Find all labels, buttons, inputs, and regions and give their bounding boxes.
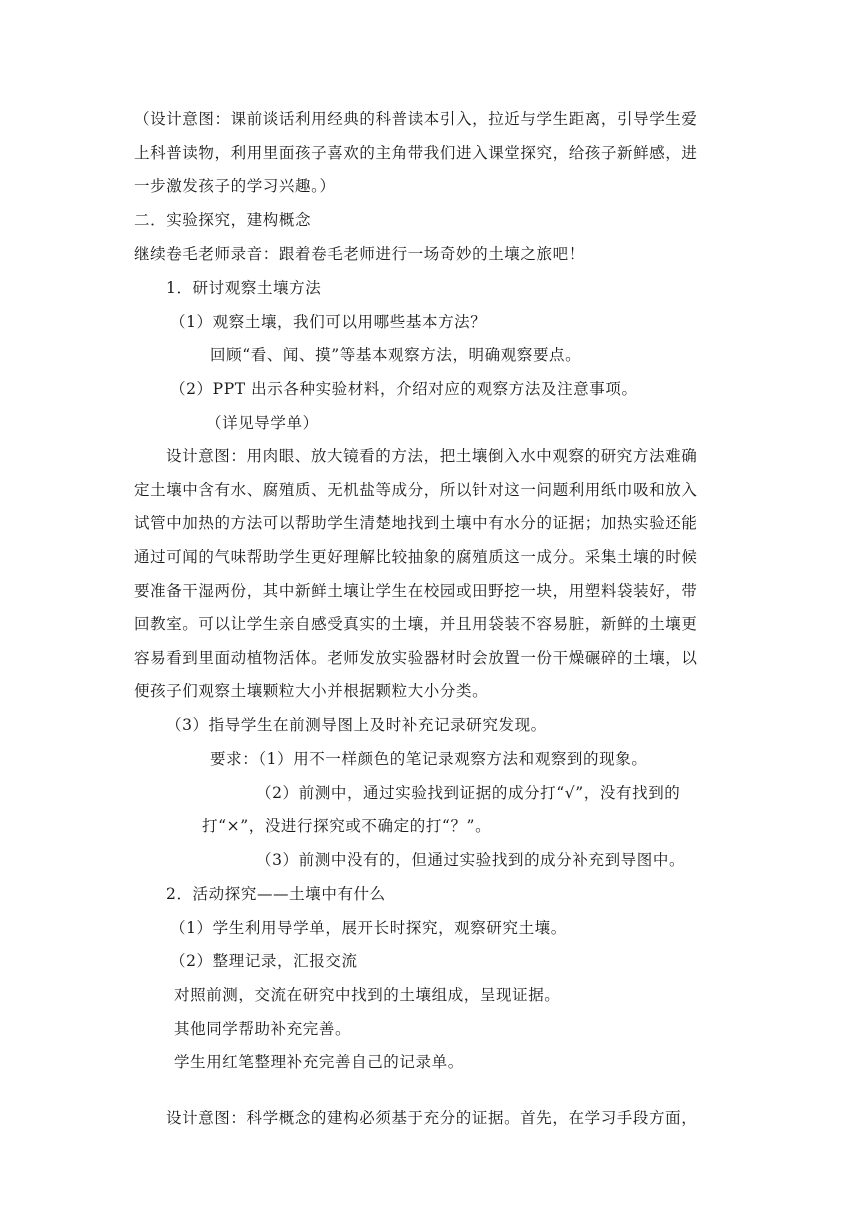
paragraph-design-intent-2-line-4: 通过可闻的气味帮助学生更好理解比较抽象的腐殖质这一成分。采集土壤的时候 bbox=[134, 548, 698, 566]
requirement-3: （3）前测中没有的，但通过实验找到的成分补充到导图中。 bbox=[256, 851, 686, 869]
paragraph-design-intent-2-line-2: 定土壤中含有水、腐殖质、无机盐等成分，所以针对这一问题利用纸巾吸和放入 bbox=[134, 481, 698, 499]
recording-line: 继续卷毛老师录音：跟着卷毛老师进行一场奇妙的土壤之旅吧！ bbox=[134, 245, 585, 263]
requirement-2-line-1: （2）前测中，通过实验找到证据的成分打“√”，没有找到的 bbox=[256, 784, 681, 802]
item-2-2-detail-1: 对照前测，交流在研究中找到的土壤组成，呈现证据。 bbox=[174, 986, 561, 1004]
item-2-2: （2）整理记录，汇报交流 bbox=[170, 952, 358, 970]
item-1-2-note: （详见导学单） bbox=[206, 414, 319, 432]
requirement-2-line-2: 打“×”，没进行探究或不确定的打“？”。 bbox=[202, 817, 492, 835]
subheading-2: 2．活动探究——土壤中有什么 bbox=[166, 885, 386, 903]
paragraph-design-intent-3-line-1: 设计意图：科学概念的建构必须基于充分的证据。首先，在学习手段方面， bbox=[166, 1109, 698, 1127]
item-1-1-detail: 回顾“看、闻、摸”等基本观察方法，明确观察要点。 bbox=[210, 346, 582, 364]
item-1-1: （1）观察土壤，我们可以用哪些基本方法？ bbox=[170, 313, 487, 331]
subheading-1: 1．研讨观察土壤方法 bbox=[166, 279, 322, 297]
item-1-3: （3）指导学生在前测导图上及时补充记录研究发现。 bbox=[166, 716, 547, 734]
item-2-2-detail-3: 学生用红笔整理补充完善自己的记录单。 bbox=[174, 1053, 464, 1071]
paragraph-design-intent-2-line-5: 要准备干湿两份，其中新鲜土壤让学生在校园或田野挖一块，用塑料袋装好，带 bbox=[134, 582, 698, 600]
item-2-1: （1）学生利用导学单，展开长时探究，观察研究土壤。 bbox=[170, 919, 567, 937]
paragraph-design-intent-1-line-2: 上科普读物，利用里面孩子喜欢的主角带我们进入课堂探究，给孩子新鲜感，进 bbox=[134, 144, 698, 162]
paragraph-design-intent-2-line-8: 便孩子们观察土壤颗粒大小并根据颗粒大小分类。 bbox=[134, 682, 489, 700]
paragraph-design-intent-1-line-3: 一步激发孩子的学习兴趣。） bbox=[134, 177, 336, 195]
section-heading-2: 二．实验探究，建构概念 bbox=[134, 211, 312, 229]
paragraph-design-intent-2-line-1: 设计意图：用肉眼、放大镜看的方法，把土壤倒入水中观察的研究方法难确 bbox=[166, 447, 698, 465]
paragraph-design-intent-2-line-6: 回教室。可以让学生亲自感受真实的土壤，并且用袋装不容易脏，新鲜的土壤更 bbox=[134, 615, 698, 633]
item-1-2: （2）PPT 出示各种实验材料，介绍对应的观察方法及注意事项。 bbox=[170, 380, 638, 398]
paragraph-design-intent-2-line-3: 试管中加热的方法可以帮助学生清楚地找到土壤中有水分的证据；加热实验还能 bbox=[134, 514, 698, 532]
paragraph-design-intent-2-line-7: 容易看到里面动植物活体。老师发放实验器材时会放置一份干燥碾碎的土壤，以 bbox=[134, 649, 698, 667]
requirement-1: 要求：（1）用不一样颜色的笔记录观察方法和观察到的现象。 bbox=[210, 750, 648, 768]
paragraph-design-intent-1-line-1: （设计意图：课前谈话利用经典的科普读本引入，拉近与学生距离，引导学生爱 bbox=[134, 110, 698, 128]
item-2-2-detail-2: 其他同学帮助补充完善。 bbox=[174, 1020, 352, 1038]
